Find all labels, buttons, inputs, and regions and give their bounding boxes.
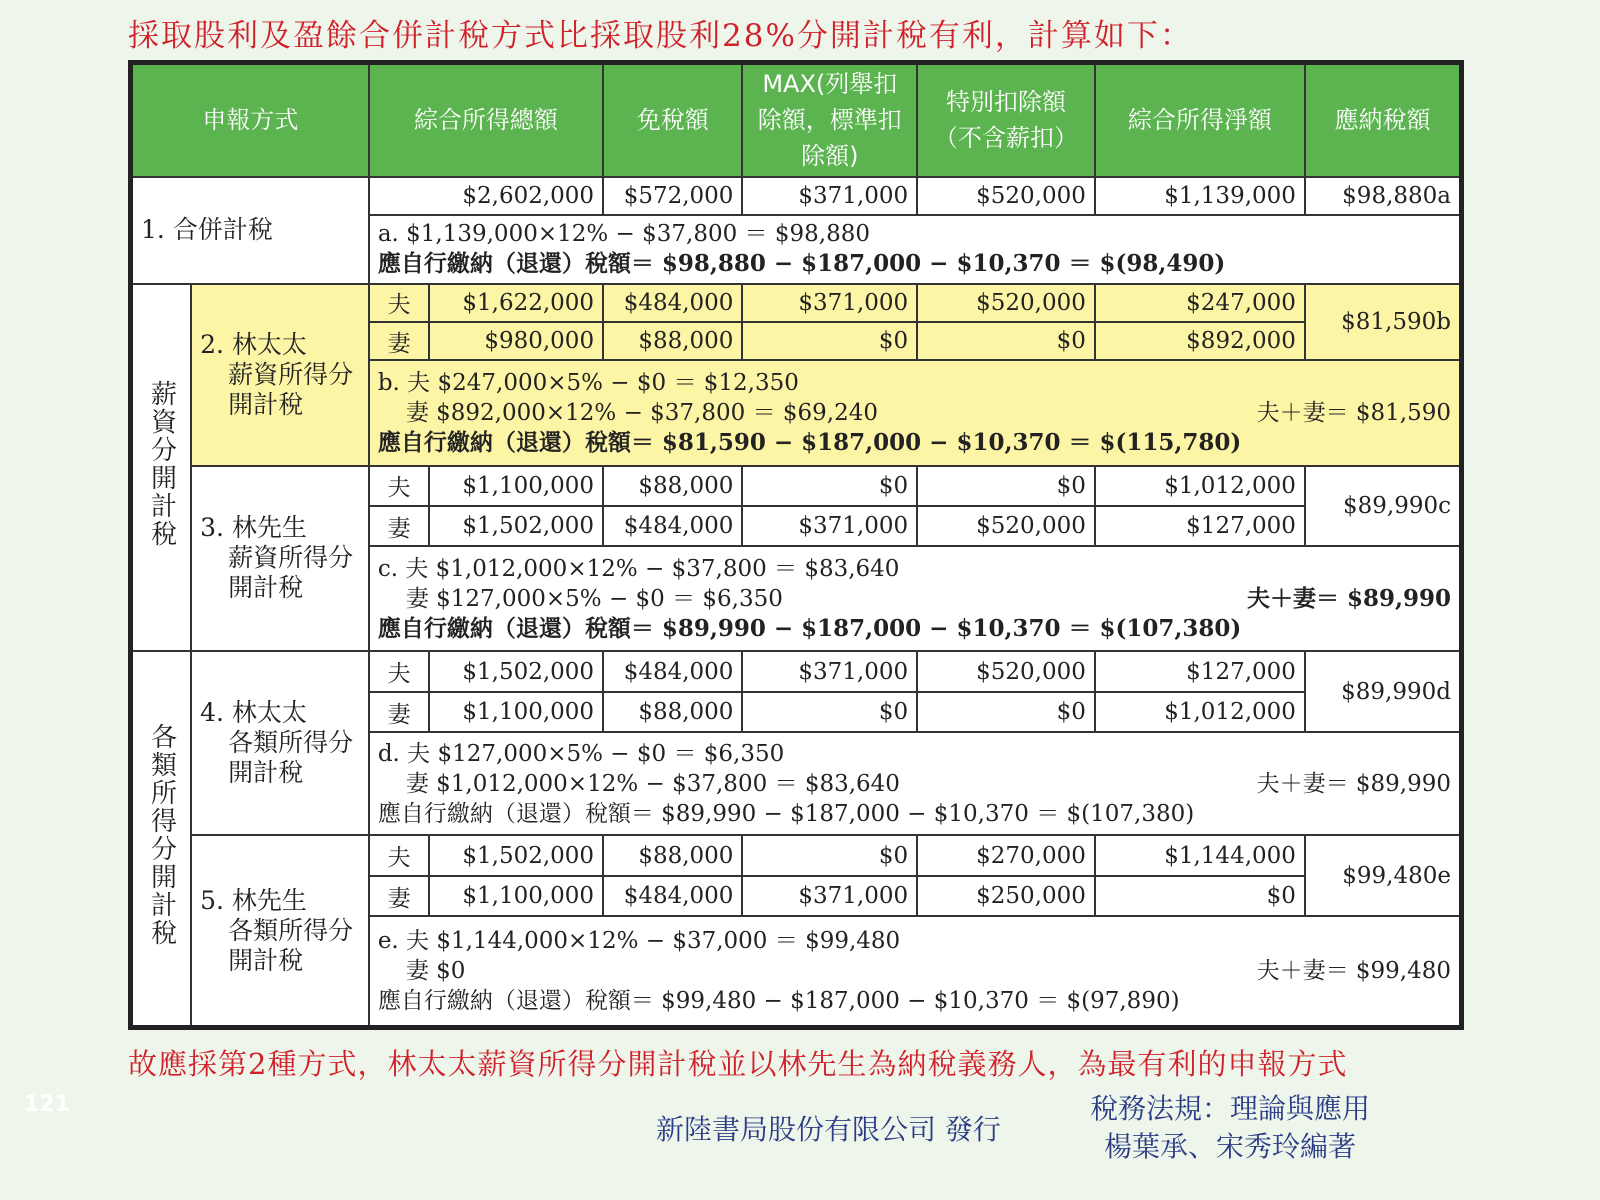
r3-calc-line: 妻 $127,000×5% − $0 ＝ $6,350 xyxy=(405,585,783,612)
r4-h-exempt: $484,000 xyxy=(603,651,742,691)
r4-husband-label: 夫 xyxy=(369,651,430,691)
r4-h-special: $520,000 xyxy=(917,651,1095,691)
header-net-income: 綜合所得淨額 xyxy=(1095,63,1305,177)
r2-w-net: $892,000 xyxy=(1095,322,1305,360)
book-authors: 楊葉承、宋秀玲編著 xyxy=(1104,1130,1357,1163)
r2-h-net: $247,000 xyxy=(1095,284,1305,322)
r5-w-deduct: $371,000 xyxy=(742,876,917,916)
method-5-a: 各類所得分 xyxy=(228,915,354,945)
header-exemption: 免稅額 xyxy=(603,63,742,177)
r4-calc-line: 妻 $1,012,000×12% − $37,800 ＝ $83,640 xyxy=(405,770,900,797)
method-2-a: 薪資所得分 xyxy=(228,359,354,389)
r2-tax: $81,590b xyxy=(1305,284,1462,361)
r4-h-net: $127,000 xyxy=(1095,651,1305,691)
r4-w-net: $1,012,000 xyxy=(1095,692,1305,732)
r4-h-gross: $1,502,000 xyxy=(429,651,603,691)
r4-w-exempt: $88,000 xyxy=(603,692,742,732)
r5-calculation xyxy=(369,916,1462,1027)
r2-w-special: $0 xyxy=(917,322,1095,360)
r5-w-net: $0 xyxy=(1095,876,1305,916)
header-gross-income: 綜合所得總額 xyxy=(369,63,603,177)
r4-wife-label: 妻 xyxy=(369,692,430,732)
r2-h-deduct: $371,000 xyxy=(742,284,917,322)
r3-h-net: $1,012,000 xyxy=(1095,466,1305,506)
page-number: 121 xyxy=(24,1092,70,1117)
method-2-b: 開計稅 xyxy=(228,389,304,419)
r5-calc-line: e. 夫 $1,144,000×12% − $37,000 ＝ $99,480 xyxy=(377,928,901,955)
r4-calc-line: 應自行繳納（退還）稅額＝ $89,990 − $187,000 − $10,370 ＝ $(107,380) xyxy=(377,800,1195,827)
r5-calc-row xyxy=(378,956,1451,986)
header-method: 申報方式 xyxy=(131,63,369,177)
header-tax-payable: 應納稅額 xyxy=(1305,63,1462,177)
r5-tax: $99,480e xyxy=(1305,835,1462,916)
table-row xyxy=(131,835,1462,875)
r3-h-exempt: $88,000 xyxy=(603,466,742,506)
r2-husband-label: 夫 xyxy=(369,284,430,322)
r3-wife-label: 妻 xyxy=(369,506,430,546)
r3-tax: $89,990c xyxy=(1305,466,1462,547)
r4-tax: $89,990d xyxy=(1305,651,1462,732)
method-3-b: 開計稅 xyxy=(228,573,304,603)
r3-sum: 夫＋妻＝ $89,990 xyxy=(1246,584,1451,612)
r3-h-gross: $1,100,000 xyxy=(429,466,603,506)
method-2-no: 2. 林太太 xyxy=(200,329,307,359)
r5-h-gross: $1,502,000 xyxy=(429,835,603,875)
r1-special: $520,000 xyxy=(917,177,1095,215)
method-5-b: 開計稅 xyxy=(228,945,304,975)
r3-calc-line: c. 夫 $1,012,000×12% − $37,800 ＝ $83,640 xyxy=(377,555,900,582)
table-row xyxy=(131,466,1462,506)
r3-calculation xyxy=(369,546,1462,651)
r5-h-special: $270,000 xyxy=(917,835,1095,875)
r4-w-deduct: $0 xyxy=(742,692,917,732)
header-deduction: MAX(列舉扣除額，標準扣除額) xyxy=(742,63,917,177)
r5-w-gross: $1,100,000 xyxy=(429,876,603,916)
method-3-a: 薪資所得分 xyxy=(228,543,354,573)
conclusion-text: 故應採第2種方式，林太太薪資所得分開計稅並以林先生為納稅義務人，為最有利的申報方式 xyxy=(128,1047,1348,1081)
method-2 xyxy=(191,284,369,466)
book-credit xyxy=(1090,1090,1370,1166)
r5-h-deduct: $0 xyxy=(742,835,917,875)
r2-h-gross: $1,622,000 xyxy=(429,284,603,322)
group-salary-label xyxy=(131,284,192,652)
method-4-b: 開計稅 xyxy=(228,758,304,788)
r2-h-exempt: $484,000 xyxy=(603,284,742,322)
r1-tax: $98,880a xyxy=(1305,177,1462,215)
r5-calc-line: 妻 $0 xyxy=(405,958,466,985)
r3-h-special: $0 xyxy=(917,466,1095,506)
method-3-no: 3. 林先生 xyxy=(200,513,307,543)
page-heading: 採取股利及盈餘合併計稅方式比採取股利28%分開計稅有利，計算如下： xyxy=(128,18,1193,54)
r3-calc-line: 應自行繳納（退還）稅額＝ $89,990 − $187,000 − $10,370 ＝ $(107,380) xyxy=(377,614,1242,642)
r4-calc-line: d. 夫 $127,000×5% − $0 ＝ $6,350 xyxy=(377,740,785,767)
r3-calc-row xyxy=(378,584,1451,614)
book-title: 稅務法規：理論與應用 xyxy=(1090,1092,1371,1125)
r5-calc-line: 應自行繳納（退還）稅額＝ $99,480 − $187,000 − $10,370 ＝ $(97,890) xyxy=(377,988,1180,1015)
method-4-no: 4. 林太太 xyxy=(200,698,307,728)
r2-calc-line: 應自行繳納（退還）稅額＝ $81,590 − $187,000 − $10,370 ＝ $(115,780) xyxy=(377,428,1242,456)
table-row xyxy=(131,284,1462,322)
r5-wife-label: 妻 xyxy=(369,876,430,916)
r3-w-net: $127,000 xyxy=(1095,506,1305,546)
r1-calc-line: 應自行繳納（退還）稅額＝ $98,880 − $187,000 − $10,370 ＝ $(98,490) xyxy=(377,250,1226,278)
table-row xyxy=(131,177,1462,215)
r5-w-special: $250,000 xyxy=(917,876,1095,916)
r3-w-special: $520,000 xyxy=(917,506,1095,546)
r3-w-exempt: $484,000 xyxy=(603,506,742,546)
r4-sum: 夫＋妻＝ $89,990 xyxy=(1256,770,1451,797)
r2-sum: 夫＋妻＝ $81,590 xyxy=(1256,399,1451,426)
r3-h-deduct: $0 xyxy=(742,466,917,506)
table-row xyxy=(131,651,1462,691)
r5-h-exempt: $88,000 xyxy=(603,835,742,875)
r2-w-exempt: $88,000 xyxy=(603,322,742,360)
method-5 xyxy=(191,835,369,1027)
r3-husband-label: 夫 xyxy=(369,466,430,506)
r2-wife-label: 妻 xyxy=(369,322,430,360)
r5-husband-label: 夫 xyxy=(369,835,430,875)
r1-calc-line: a. $1,139,000×12% − $37,800 ＝ $98,880 xyxy=(377,221,870,248)
r2-calc-line: b. 夫 $247,000×5% − $0 ＝ $12,350 xyxy=(377,369,799,396)
r4-calculation xyxy=(369,732,1462,835)
r4-w-special: $0 xyxy=(917,692,1095,732)
r3-w-deduct: $371,000 xyxy=(742,506,917,546)
header-special-deduction: 特別扣除額（不含薪扣） xyxy=(917,63,1095,177)
r5-w-exempt: $484,000 xyxy=(603,876,742,916)
r1-gross: $2,602,000 xyxy=(369,177,603,215)
group-salary-text: 薪資分開計稅 xyxy=(146,380,177,549)
r4-h-deduct: $371,000 xyxy=(742,651,917,691)
r2-calculation xyxy=(369,360,1462,465)
r2-h-special: $520,000 xyxy=(917,284,1095,322)
r1-calculation xyxy=(369,215,1462,284)
method-4-a: 各類所得分 xyxy=(228,728,354,758)
method-5-no: 5. 林先生 xyxy=(200,885,307,915)
r2-calc-row xyxy=(378,398,1451,428)
r5-h-net: $1,144,000 xyxy=(1095,835,1305,875)
r3-w-gross: $1,502,000 xyxy=(429,506,603,546)
method-1: 1. 合併計稅 xyxy=(131,177,369,284)
r4-w-gross: $1,100,000 xyxy=(429,692,603,732)
group-all-income-label xyxy=(131,651,192,1027)
header-row xyxy=(131,63,1462,177)
publisher-credit: 新陸書局股份有限公司 發行 xyxy=(656,1113,1001,1146)
r1-exempt: $572,000 xyxy=(603,177,742,215)
group-all-income-text: 各類所得分開計稅 xyxy=(146,723,177,948)
method-3 xyxy=(191,466,369,652)
r5-sum: 夫＋妻＝ $99,480 xyxy=(1256,958,1451,985)
r4-calc-row xyxy=(378,769,1451,799)
method-4 xyxy=(191,651,369,835)
r1-deduct: $371,000 xyxy=(742,177,917,215)
r2-calc-line: 妻 $892,000×12% − $37,800 ＝ $69,240 xyxy=(405,399,878,426)
tax-comparison-table xyxy=(128,60,1464,1030)
r2-w-deduct: $0 xyxy=(742,322,917,360)
r2-w-gross: $980,000 xyxy=(429,322,603,360)
r1-net: $1,139,000 xyxy=(1095,177,1305,215)
